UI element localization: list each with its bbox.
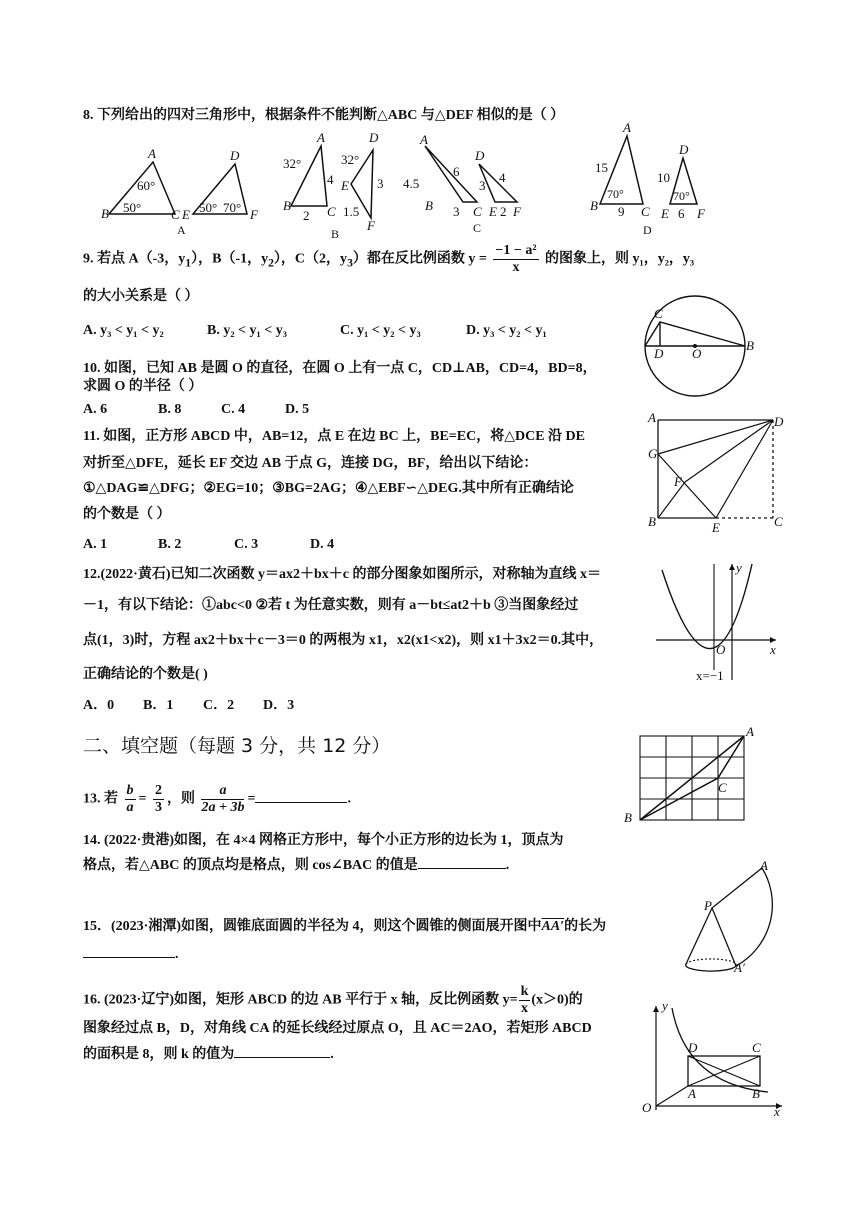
q12-parabola-figure: [652, 560, 782, 684]
q13-den: 2a + 3b: [201, 800, 245, 815]
svg-text:y: y: [736, 560, 742, 575]
q16-answer-blank[interactable]: [234, 1057, 330, 1058]
q11-square-figure: [648, 410, 784, 534]
q15-line1: [83, 918, 606, 936]
q14-line2: 格点，若△ABC 的顶点均是格点，则 cos∠BAC 的值是 .: [83, 858, 510, 873]
q10-option-a: A. 6: [83, 402, 108, 417]
q11-option-a: A. 1: [83, 537, 108, 552]
q14-grid-figure: [620, 726, 760, 826]
q12-line4: 正确结论的个数是( ): [83, 667, 208, 682]
q8b-de: 1.5: [343, 204, 360, 219]
q11-option-b: B. 2: [158, 537, 182, 552]
svg-text:E: E: [712, 520, 720, 535]
q15-text: 15．(2023·湘潭)如图，圆锥底面圆的半径为 4，则这个圆锥的侧面展开图中: [83, 919, 542, 934]
svg-text:A′: A′: [734, 960, 745, 975]
q13-text: =: [247, 791, 256, 807]
q15-line2: .: [83, 946, 179, 964]
q8-figure-b: [283, 130, 384, 241]
svg-text:A: A: [623, 120, 631, 135]
svg-text:B: B: [648, 514, 656, 529]
svg-text:E: E: [182, 207, 190, 222]
q9-option-b: B. y₂ < y₁ < y₃: [207, 323, 287, 338]
svg-text:E: E: [489, 204, 497, 219]
q12-axis-label: x=−1: [696, 668, 724, 683]
q9-option-d: D. y₃ < y₂ < y₁: [466, 323, 547, 338]
svg-text:B: B: [746, 338, 754, 353]
svg-text:x: x: [774, 1104, 780, 1119]
svg-text:y: y: [662, 998, 668, 1013]
q9-frac-den: x: [512, 260, 520, 275]
q8c-caption: C: [473, 221, 482, 235]
q16-line1: [83, 984, 583, 1017]
q9-stem-part: ）都在反比例函数 y =: [352, 251, 487, 267]
q8-figure-c: [403, 132, 522, 235]
q12-option-c: C．2: [203, 698, 235, 713]
svg-text:C: C: [327, 204, 336, 219]
q8b-ac: 4: [327, 172, 334, 187]
q10-option-d: D. 5: [285, 402, 310, 417]
q9-stem-part: 9. 若点 A（-3，y: [83, 251, 186, 267]
q8d-de: 10: [657, 170, 670, 185]
q10-line2: 求圆 O 的半径（ ）: [83, 379, 203, 394]
q10-option-b: B. 8: [158, 402, 182, 417]
svg-text:A: A: [148, 146, 156, 161]
q16-fraction: [519, 984, 531, 1017]
q16-text: 16. (2023·辽宁)如图，矩形 ABCD 的边 AB 平行于 x 轴，反比例函数 y=: [83, 992, 518, 1008]
q10-circle-figure: [638, 300, 762, 400]
q13-three: 3: [154, 800, 162, 815]
q12-option-a: A．0: [83, 698, 115, 713]
q9-option-a: A. y₃ < y₁ < y₂: [83, 323, 164, 338]
svg-text:B: B: [752, 1086, 760, 1101]
q8a-angle-e: 50°: [199, 200, 218, 215]
svg-text:C: C: [473, 204, 482, 219]
q15-arc-label: AA′: [541, 919, 565, 934]
q14-answer-blank[interactable]: [418, 868, 506, 869]
svg-text:A: A: [688, 1086, 696, 1101]
q10-line1: 10. 如图，已知 AB 是圆 O 的直径，在圆 O 上有一点 C，CD⊥AB，CD=4，BD=8，: [83, 361, 597, 376]
svg-text:F: F: [513, 204, 521, 219]
svg-text:F: F: [367, 218, 375, 233]
q8d-ef: 6: [678, 206, 685, 221]
q8b-df: 3: [377, 176, 384, 191]
q8d-caption: D: [643, 223, 652, 237]
q8d-angle-e: 70°: [673, 189, 690, 203]
svg-text:F: F: [250, 207, 258, 222]
q11-line4: 的个数是（ ）: [83, 507, 171, 522]
svg-text:E: E: [341, 178, 349, 193]
svg-text:C: C: [171, 207, 180, 222]
q9-fraction: [493, 243, 538, 276]
q13-two: 2: [154, 783, 162, 798]
q9-frac-num: −1 − a²: [495, 243, 537, 258]
q12-option-b: B．1: [143, 698, 174, 713]
q8d-bc: 9: [618, 204, 625, 219]
q8c-bc: 3: [453, 204, 460, 219]
q16-k: k: [520, 984, 529, 999]
q8c-ef: 2: [500, 204, 507, 219]
svg-text:B: B: [425, 198, 433, 213]
q12-option-d: D．3: [263, 698, 295, 713]
q16-line2: 图象经过点 B，D，对角线 CA 的延长线经过原点 O，且 AC＝2AO，若矩形 ABCD: [83, 1021, 592, 1036]
q13-a: a: [126, 800, 134, 815]
svg-text:C: C: [641, 204, 650, 219]
q13-frac-23: [153, 783, 164, 816]
svg-text:O: O: [642, 1100, 652, 1115]
q9-stem-part: ），C（2，y: [273, 251, 348, 267]
q9-option-c: C. y₁ < y₂ < y₃: [340, 323, 421, 338]
q12-line2: －1，有以下结论：①abc<0 ②若 t 为任意实数，则有 a－bt≤at2＋b ③当图象经过: [83, 598, 579, 613]
q9-line2: 的大小关系是（ ）: [83, 289, 199, 304]
q13-frac-main: [201, 783, 244, 816]
q14-text: 格点，若△ABC 的顶点均是格点，则 cos∠BAC 的值是: [83, 858, 418, 873]
svg-text:C: C: [654, 306, 663, 321]
q8c-df: 3: [479, 178, 486, 193]
q11-line3: ①△DAG≌△DFG；②EG=10；③BG=2AG；④△EBF∽△DEG.其中所有正确结论: [83, 481, 574, 496]
q15-text: 的长为: [564, 919, 607, 934]
svg-text:C: C: [718, 780, 727, 795]
q16-line3: 的面积是 8，则 k 的值为 .: [83, 1047, 334, 1062]
svg-text:B: B: [624, 810, 632, 825]
svg-text:B: B: [101, 206, 109, 221]
q16-text: 的面积是 8，则 k 的值为: [83, 1047, 235, 1062]
q8c-ab: 4.5: [403, 176, 420, 191]
q12-line1: 12.(2022·黄石)已知二次函数 y＝ax2＋bx＋c 的部分图象如图所示，对称轴为直线 x＝: [83, 567, 601, 582]
svg-text:A: A: [760, 858, 768, 873]
svg-text:B: B: [590, 198, 598, 213]
q16-text: (x＞0)的: [531, 992, 583, 1008]
svg-text:F: F: [674, 474, 682, 489]
svg-text:x: x: [770, 642, 776, 657]
q8b-bc: 2: [303, 208, 310, 223]
q8c-ac: 6: [453, 164, 460, 179]
svg-text:G: G: [648, 446, 658, 461]
q8a-angle-f: 70°: [223, 200, 242, 215]
section-title: 二、填空题（每题 3 分，共 12 分）: [83, 735, 391, 757]
q13-answer-blank[interactable]: [255, 802, 347, 803]
svg-text:A: A: [746, 724, 754, 739]
q9-stem-part: 的图象上，则 y₁，y₂，y₃: [545, 251, 695, 267]
svg-text:C: C: [752, 1040, 761, 1055]
q13-text: ，则: [166, 791, 195, 807]
q8-figure-a: [101, 146, 259, 237]
q9-stem-part: ），B（-1，y: [191, 251, 269, 267]
q15-cone-figure: [676, 858, 788, 978]
q13-b: b: [126, 783, 134, 798]
q8a-angle-a: 60°: [137, 178, 156, 193]
svg-text:A: A: [648, 410, 656, 425]
q11-line1: 11. 如图，正方形 ABCD 中，AB=12，点 E 在边 BC 上，BE=EC，将△DCE 沿 DE: [83, 429, 585, 444]
svg-text:D: D: [230, 148, 240, 163]
q13-num: a: [201, 783, 244, 800]
svg-text:A: A: [420, 132, 428, 147]
q8c-de: 4: [499, 170, 506, 185]
q11-line2: 对折至△DFE，延长 EF 交边 AB 于点 G，连接 DG，BF，给出以下结论：: [83, 456, 538, 471]
svg-text:D: D: [774, 414, 784, 429]
q11-option-c: C. 3: [234, 537, 259, 552]
q8-stem: 8. 下列给出的四对三角形中，根据条件不能判断△ABC 与△DEF 相似的是（ ）: [83, 108, 565, 123]
q8-figure-d: [590, 120, 706, 237]
svg-text:O: O: [716, 642, 726, 657]
q8a-angle-b: 50°: [123, 200, 142, 215]
svg-text:F: F: [697, 206, 705, 221]
q8a-caption: A: [177, 223, 186, 237]
q8-figures: [95, 120, 715, 241]
q8b-angle-a: 32°: [283, 156, 302, 171]
q10-option-c: C. 4: [221, 402, 246, 417]
q16-x: x: [520, 1001, 528, 1016]
q15-answer-blank[interactable]: [83, 957, 175, 958]
svg-text:D: D: [679, 142, 689, 157]
q13-text: 13. 若: [83, 791, 118, 807]
q8d-ab: 15: [595, 160, 608, 175]
svg-text:C: C: [774, 514, 783, 529]
svg-text:D: D: [688, 1040, 698, 1055]
svg-text:E: E: [661, 206, 669, 221]
svg-text:P: P: [704, 898, 712, 913]
q8d-angle-b: 70°: [607, 187, 624, 201]
q16-hyperbola-figure: [636, 1000, 786, 1118]
q9-stem: 9. 若点 A（-3，$y_1$），B（-1，$y_2$），C（2，$y_3$）都在反比例函数 y = $\frac{\text{−1 − a²}}{x}$ 的图象上，则 y₁，y₂，y₃: [83, 243, 695, 275]
svg-text:D: D: [654, 346, 664, 361]
q12-line3: 点(1，3)时，方程 ax2＋bx＋c－3＝0 的两根为 x1，x2(x1<x2)，则 x1＋3x2＝0.其中，: [83, 633, 604, 648]
q13-frac-ba: [125, 783, 136, 816]
svg-text:A: A: [317, 130, 325, 145]
q8b-angle-d: 32°: [341, 152, 360, 167]
svg-text:B: B: [283, 198, 291, 213]
q14-line1: 14. (2022·贵港)如图，在 4×4 网格正方形中，每个小正方形的边长为 1，顶点为: [83, 833, 564, 848]
svg-text:O: O: [692, 346, 702, 361]
q8b-caption: B: [331, 227, 340, 241]
q11-option-d: D. 4: [310, 537, 335, 552]
q13-line: 13. 若 $\frac{b}{a}$ = $\frac{2}{3}$ ，则 $\frac{a}{2a + 3b}$ = .: [83, 783, 351, 815]
svg-text:D: D: [475, 148, 485, 163]
svg-text:D: D: [369, 130, 379, 145]
